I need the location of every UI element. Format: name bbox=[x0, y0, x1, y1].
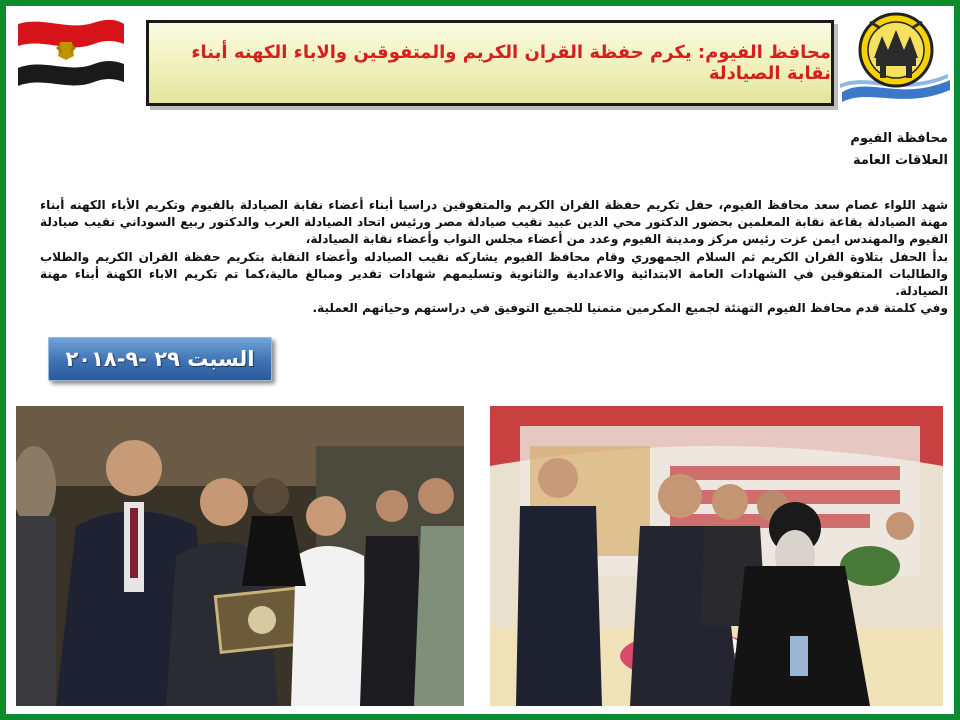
header-governorate: محافظة الفيوم bbox=[850, 131, 948, 146]
banner-title: محافظ الفيوم: يكرم حفظة القران الكريم والمتفوقين والاباء الكهنه أبناء نقابة الصيادلة bbox=[191, 42, 831, 84]
governor-honoring-priest-photo bbox=[490, 406, 943, 706]
header-department: العلاقات العامة bbox=[852, 153, 948, 168]
date-text: السبت ٢٩ -٩-٢٠١٨ bbox=[65, 347, 255, 371]
article-paragraph-1: شهد اللواء عصام سعد محافظ الفيوم، حفل تكريم حفظة القران الكريم والمتفوقين دراسيا أبناء أعضاء نقابة الصيادلة بالفيوم وتكريم الأباء الكهنه أبناء مهنة الصيادلة بقاعة نقابة المعلمين بحضور الدكتور محي الدين عبيد نقيب صيادلة مصر ورئيس اتحاد الصيادلة العرب والدكتور ربيع السوداني نقيب صيادلة الفيوم والمهندس ايمن عزت رئيس مركز ومدينة الفيوم وعدد من أعضاء مجلس النواب وأعضاء نقابة الصيادلة، bbox=[40, 198, 948, 247]
article-paragraph-3: وفي كلمتة قدم محافظ الفيوم التهنئة لجميع المكرمين متمنيا للجميع التوفيق في دراستهم وحياتهم العملية. bbox=[312, 301, 948, 316]
governor-honoring-student-photo bbox=[16, 406, 464, 706]
egypt-flag bbox=[14, 14, 126, 86]
fayoum-governorate-logo bbox=[840, 6, 952, 110]
article-body bbox=[40, 197, 948, 317]
title-banner bbox=[146, 20, 834, 106]
date-badge bbox=[48, 337, 272, 381]
article-paragraph-2: بدأ الحفل بتلاوة القران الكريم ثم السلام الجمهوري وقام محافظ الفيوم يشاركه نقيب الصيادله وأعضاء النقابة بتكريم حفظة القران الكريم والطلاب والطالبات المتفوقين في الشهادات العامة الابتدائية والاعدادية والثانوية وتسليمهم شهادات تقدير ومبالغ مالية،كما تم تكريم الاباء الكهنة أبناء مهنة الصيادلة. bbox=[40, 249, 948, 299]
